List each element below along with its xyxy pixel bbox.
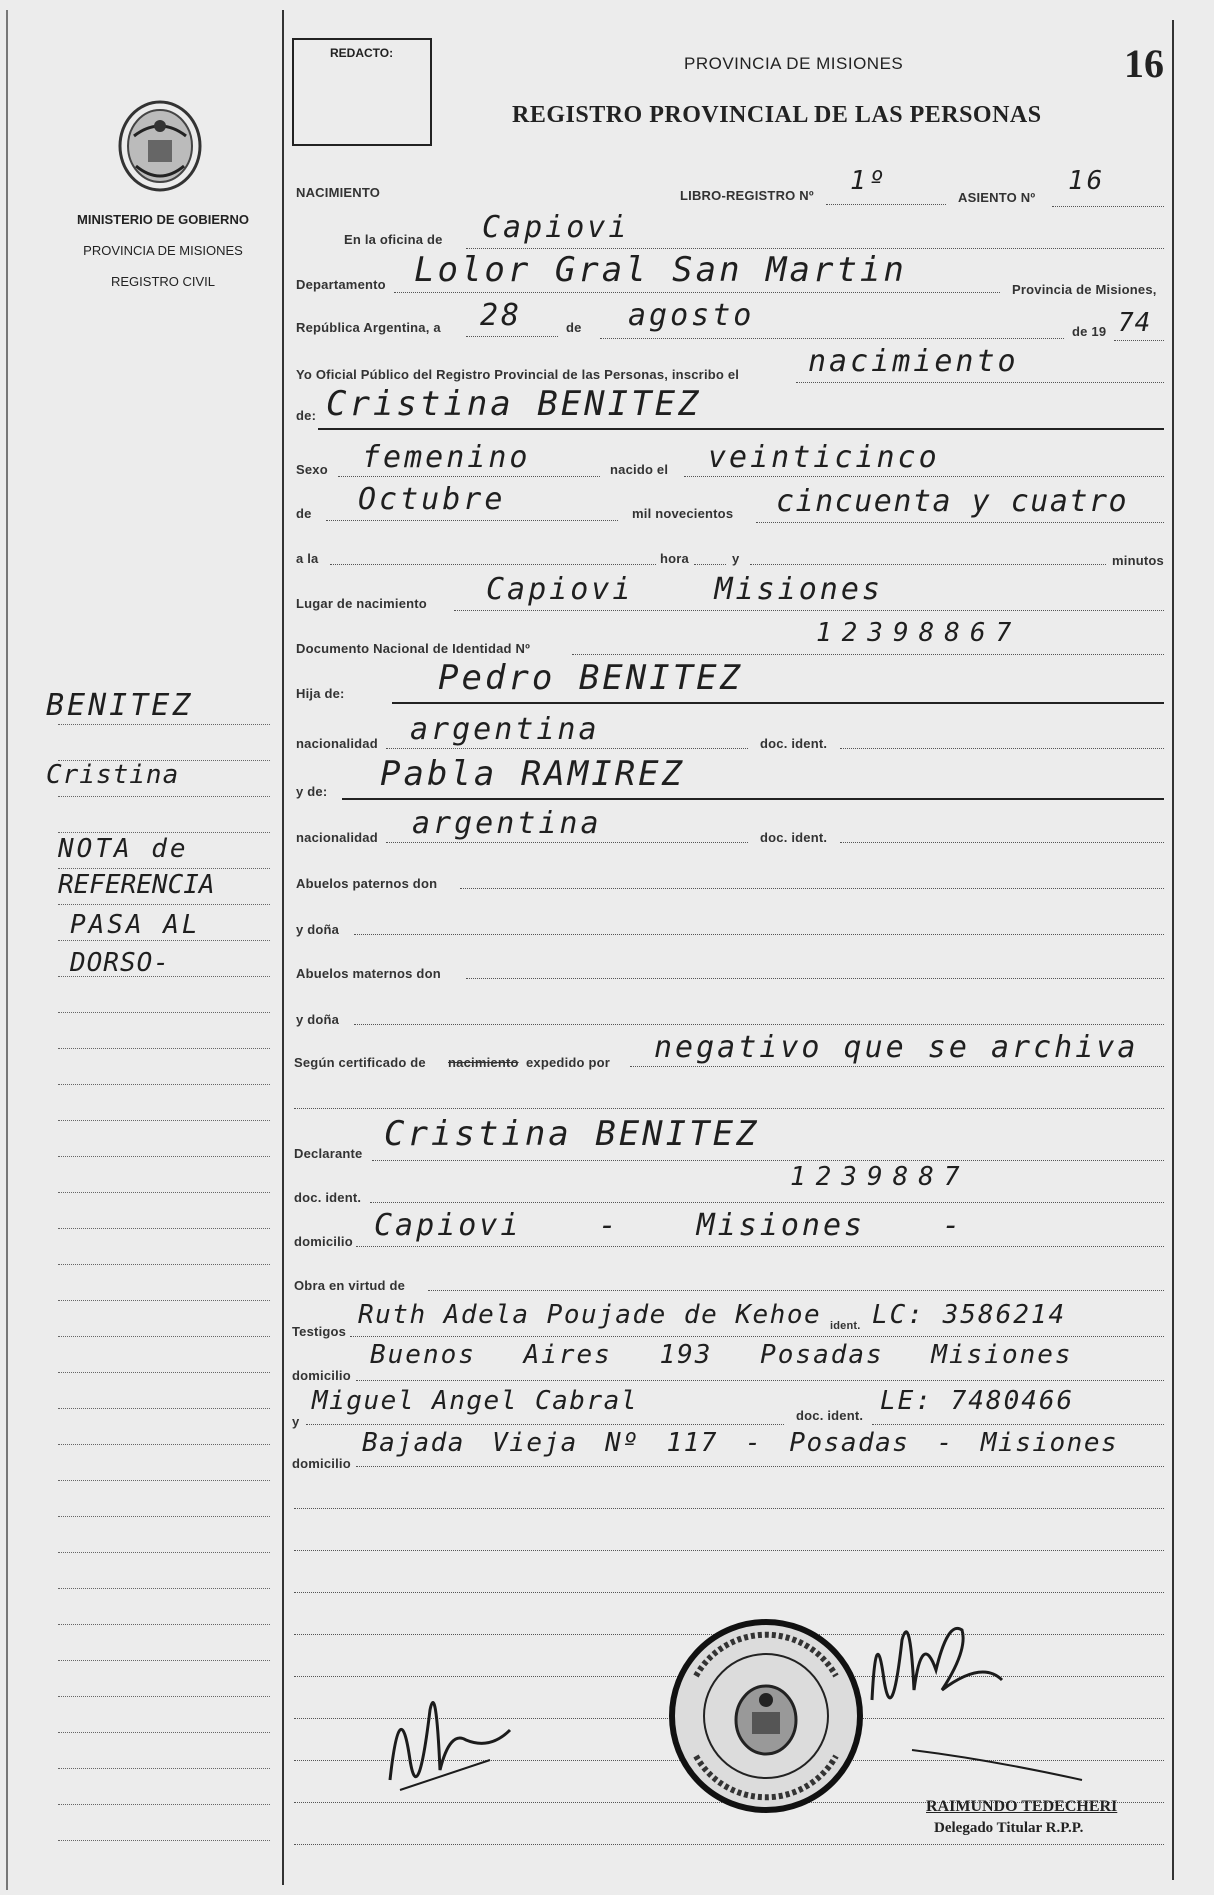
- nacionalidad1-label: nacionalidad: [296, 736, 378, 751]
- margin-ruled-line: [58, 1084, 270, 1085]
- margin-note-line1: NOTA de: [58, 834, 189, 864]
- margin-ruled-line: [58, 1156, 270, 1157]
- org-line-provincia: PROVINCIA DE MISIONES: [83, 243, 243, 258]
- de2-label: de: [296, 506, 312, 521]
- dni-label: Documento Nacional de Identidad Nº: [296, 641, 531, 656]
- testigo2-line: [306, 1424, 784, 1425]
- dni-line: [572, 654, 1164, 655]
- margin-ruled-line: [58, 1624, 270, 1625]
- sexo-label: Sexo: [296, 462, 328, 477]
- nacionalidad2-line: [386, 842, 748, 843]
- nacido-mes-value: Octubre: [358, 482, 506, 517]
- sexo-line: [338, 476, 600, 477]
- header-title: REGISTRO PROVINCIAL DE LAS PERSONAS: [512, 102, 1042, 128]
- segun-line-2: [294, 1108, 1164, 1109]
- docid2-line: [840, 842, 1164, 843]
- y-dona1-label: y doña: [296, 922, 340, 937]
- declarante-value: Cristina BENITEZ: [384, 1114, 760, 1154]
- mil-label: mil novecientos: [632, 506, 734, 521]
- nombre-line: [318, 428, 1164, 430]
- nacionalidad2-value: argentina: [412, 806, 602, 841]
- lugar-label: Lugar de nacimiento: [296, 596, 427, 611]
- segun-struck-word: nacimiento: [448, 1055, 519, 1070]
- margin-ruled-line: [58, 1336, 270, 1337]
- y-label: y: [732, 551, 740, 566]
- anio-line: [1114, 340, 1164, 341]
- acto-line: [796, 382, 1164, 383]
- margin-note-line4: DORSO-: [70, 948, 170, 978]
- anio-value: 74: [1118, 308, 1152, 338]
- dia-value: 28: [480, 298, 523, 333]
- domicilio3-line: [356, 1466, 1164, 1467]
- dni-value: 12398867: [816, 618, 1022, 648]
- docid3-line: [370, 1202, 1164, 1203]
- libro-value: 1º: [850, 166, 888, 196]
- margin-ruled-line: [58, 1660, 270, 1661]
- margin-ruled-line: [58, 940, 270, 941]
- y-de-label: y de:: [296, 784, 328, 799]
- nacido-anio-value: cincuenta y cuatro: [776, 484, 1129, 519]
- obra-label: Obra en virtud de: [294, 1278, 406, 1293]
- abuelos-paternos-label: Abuelos paternos don: [296, 876, 438, 891]
- margin-ruled-line: [58, 760, 270, 761]
- margin-ruled-line: [58, 796, 270, 797]
- anio-label: de 19: [1072, 324, 1107, 339]
- asiento-line: [1052, 206, 1164, 207]
- provincia-label: Provincia de Misiones,: [1012, 282, 1157, 297]
- sexo-value: femenino: [362, 440, 531, 475]
- domicilio2-line: [356, 1380, 1164, 1381]
- acto-value: nacimiento: [808, 344, 1019, 379]
- testigo1-doc-label: ident.: [830, 1320, 861, 1332]
- margin-ruled-line: [58, 724, 270, 725]
- asiento-value: 16: [1068, 166, 1106, 196]
- margin-note-line2: REFERENCIA: [58, 870, 215, 900]
- segun-label: Según certificado de: [294, 1055, 426, 1070]
- domicilio3-value: Bajada Vieja Nº 117 - Posadas - Misiones: [362, 1428, 1119, 1458]
- minutos-line: [750, 564, 1106, 565]
- margin-ruled-line: [58, 832, 270, 833]
- margin-ruled-line: [58, 1804, 270, 1805]
- margin-ruled-line: [58, 868, 270, 869]
- signature-right: [852, 1590, 1092, 1795]
- margin-ruled-line: [58, 1696, 270, 1697]
- y2-label: y: [292, 1414, 300, 1429]
- obra-line: [428, 1290, 1164, 1291]
- margin-ruled-line: [58, 1300, 270, 1301]
- madre-line: [342, 798, 1164, 800]
- margin-ruled-line: [58, 1408, 270, 1409]
- docid3-label: doc. ident.: [294, 1190, 362, 1205]
- provincial-emblem-icon: [112, 96, 208, 197]
- signer-title: Delegado Titular R.P.P.: [934, 1820, 1084, 1836]
- redacto-box: [292, 38, 432, 146]
- declarante-line: [372, 1160, 1164, 1161]
- margin-ruled-line: [58, 1444, 270, 1445]
- testigo2-doc-value: LE: 7480466: [880, 1386, 1075, 1416]
- header-province: PROVINCIA DE MISIONES: [684, 54, 904, 73]
- lugar-value: Capiovi Misiones: [486, 572, 883, 607]
- domicilio1-line: [356, 1246, 1164, 1247]
- margin-ruled-line: [58, 904, 270, 905]
- nacionalidad1-value: argentina: [410, 712, 600, 747]
- a-la-line: [330, 564, 656, 565]
- margin-given-name: Cristina: [46, 760, 180, 790]
- expedido-label: expedido por: [526, 1055, 611, 1070]
- testigo1-line: [350, 1336, 1164, 1337]
- signer-name: RAIMUNDO TEDECHERI: [926, 1798, 1118, 1815]
- testigo1-doc-value: LC: 3586214: [872, 1300, 1067, 1330]
- official-seal: [666, 1616, 866, 1821]
- republica-label: República Argentina, a: [296, 320, 441, 335]
- margin-ruled-line: [58, 1264, 270, 1265]
- left-edge-line: [6, 10, 8, 1890]
- margin-ruled-line: [58, 1516, 270, 1517]
- abuelos-paternos-line: [460, 888, 1164, 889]
- nacionalidad1-line: [386, 748, 748, 749]
- domicilio1-label: domicilio: [294, 1234, 353, 1249]
- docid1-label: doc. ident.: [760, 736, 828, 751]
- margin-surname: BENITEZ: [46, 688, 194, 723]
- fecha-de-label: de: [566, 320, 582, 335]
- oficina-label: En la oficina de: [344, 232, 443, 247]
- margin-ruled-line: [58, 1120, 270, 1121]
- testigo1-value: Ruth Adela Poujade de Kehoe: [358, 1300, 822, 1330]
- margin-note-line3: PASA AL: [70, 910, 201, 940]
- abuelos-maternos-label: Abuelos maternos don: [296, 966, 441, 981]
- segun-value: negativo que se archiva: [654, 1030, 1139, 1065]
- margin-ruled-line: [58, 1588, 270, 1589]
- org-line-registro: REGISTRO CIVIL: [110, 274, 216, 289]
- asiento-label: ASIENTO Nº: [958, 190, 1036, 205]
- margin-ruled-line: [58, 1372, 270, 1373]
- domicilio1-value: Capiovi - Misiones -: [374, 1208, 964, 1243]
- testigo2-value: Miguel Angel Cabral: [312, 1386, 638, 1416]
- docid4-label: doc. ident.: [796, 1408, 864, 1423]
- empty-ruled-line: [294, 1844, 1164, 1845]
- margin-ruled-line: [58, 1480, 270, 1481]
- redacto-label: REDACTO:: [330, 46, 394, 60]
- libro-label: LIBRO-REGISTRO Nº: [680, 188, 814, 203]
- margin-ruled-line: [58, 1012, 270, 1013]
- de-nombre-label: de:: [296, 408, 317, 423]
- padre-line: [392, 702, 1164, 704]
- margin-ruled-line: [58, 976, 270, 977]
- madre-value: Pabla RAMIREZ: [380, 754, 686, 794]
- nacido-dia-line: [684, 476, 1164, 477]
- y-dona2-line: [354, 1024, 1164, 1025]
- y-dona2-label: y doña: [296, 1012, 340, 1027]
- docid1-line: [840, 748, 1164, 749]
- margin-ruled-line: [58, 1840, 270, 1841]
- margin-ruled-line: [58, 1732, 270, 1733]
- segun-line: [630, 1066, 1164, 1067]
- declarante-label: Declarante: [294, 1146, 363, 1161]
- empty-ruled-line: [294, 1508, 1164, 1509]
- hija-label: Hija de:: [296, 686, 345, 701]
- a-la-label: a la: [296, 551, 319, 566]
- hora-label: hora: [660, 551, 689, 566]
- yo-oficial-label: Yo Oficial Público del Registro Provincial de las Personas, inscribo el: [296, 367, 740, 382]
- nacido-label: nacido el: [610, 462, 669, 477]
- docid2-label: doc. ident.: [760, 830, 828, 845]
- org-line-ministerio: MINISTERIO DE GOBIERNO: [77, 212, 249, 227]
- margin-ruled-line: [58, 1048, 270, 1049]
- margin-divider-line: [282, 10, 284, 1885]
- y-dona1-line: [354, 934, 1164, 935]
- margin-ruled-line: [58, 1228, 270, 1229]
- mes-value: agosto: [628, 298, 755, 333]
- minutos-label: minutos: [1112, 553, 1164, 568]
- nacido-dia-value: veinticinco: [708, 440, 940, 475]
- nacimiento-label: NACIMIENTO: [296, 185, 381, 200]
- domicilio2-label: domicilio: [292, 1368, 351, 1383]
- libro-line: [826, 204, 946, 205]
- domicilio2-value: Buenos Aires 193 Posadas Misiones: [370, 1340, 1073, 1370]
- oficina-line: [466, 248, 1164, 249]
- margin-ruled-line: [58, 1768, 270, 1769]
- oficina-value: Capiovi: [482, 210, 630, 245]
- nacido-mes-line: [326, 520, 618, 521]
- departamento-label: Departamento: [296, 277, 386, 292]
- departamento-line: [394, 292, 1000, 293]
- padre-value: Pedro BENITEZ: [438, 658, 744, 698]
- abuelos-maternos-line: [466, 978, 1164, 979]
- testigos-label: Testigos: [292, 1324, 347, 1339]
- declarante-doc-value: 1239887: [790, 1162, 970, 1192]
- nacido-anio-line: [756, 522, 1164, 523]
- departamento-value: Lolor Gral San Martin: [414, 250, 907, 290]
- lugar-line: [454, 610, 1164, 611]
- hora-line: [694, 564, 726, 565]
- right-border-line: [1172, 20, 1174, 1880]
- nacionalidad2-label: nacionalidad: [296, 830, 378, 845]
- empty-ruled-line: [294, 1550, 1164, 1551]
- docid4-line: [872, 1424, 1164, 1425]
- signature-left: [370, 1670, 530, 1815]
- domicilio3-label: domicilio: [292, 1456, 351, 1471]
- nombre-value: Cristina BENITEZ: [326, 384, 702, 424]
- dia-line: [466, 336, 558, 337]
- page-number: 16: [1124, 41, 1164, 86]
- margin-ruled-line: [58, 1192, 270, 1193]
- margin-ruled-line: [58, 1552, 270, 1553]
- mes-line: [600, 338, 1064, 339]
